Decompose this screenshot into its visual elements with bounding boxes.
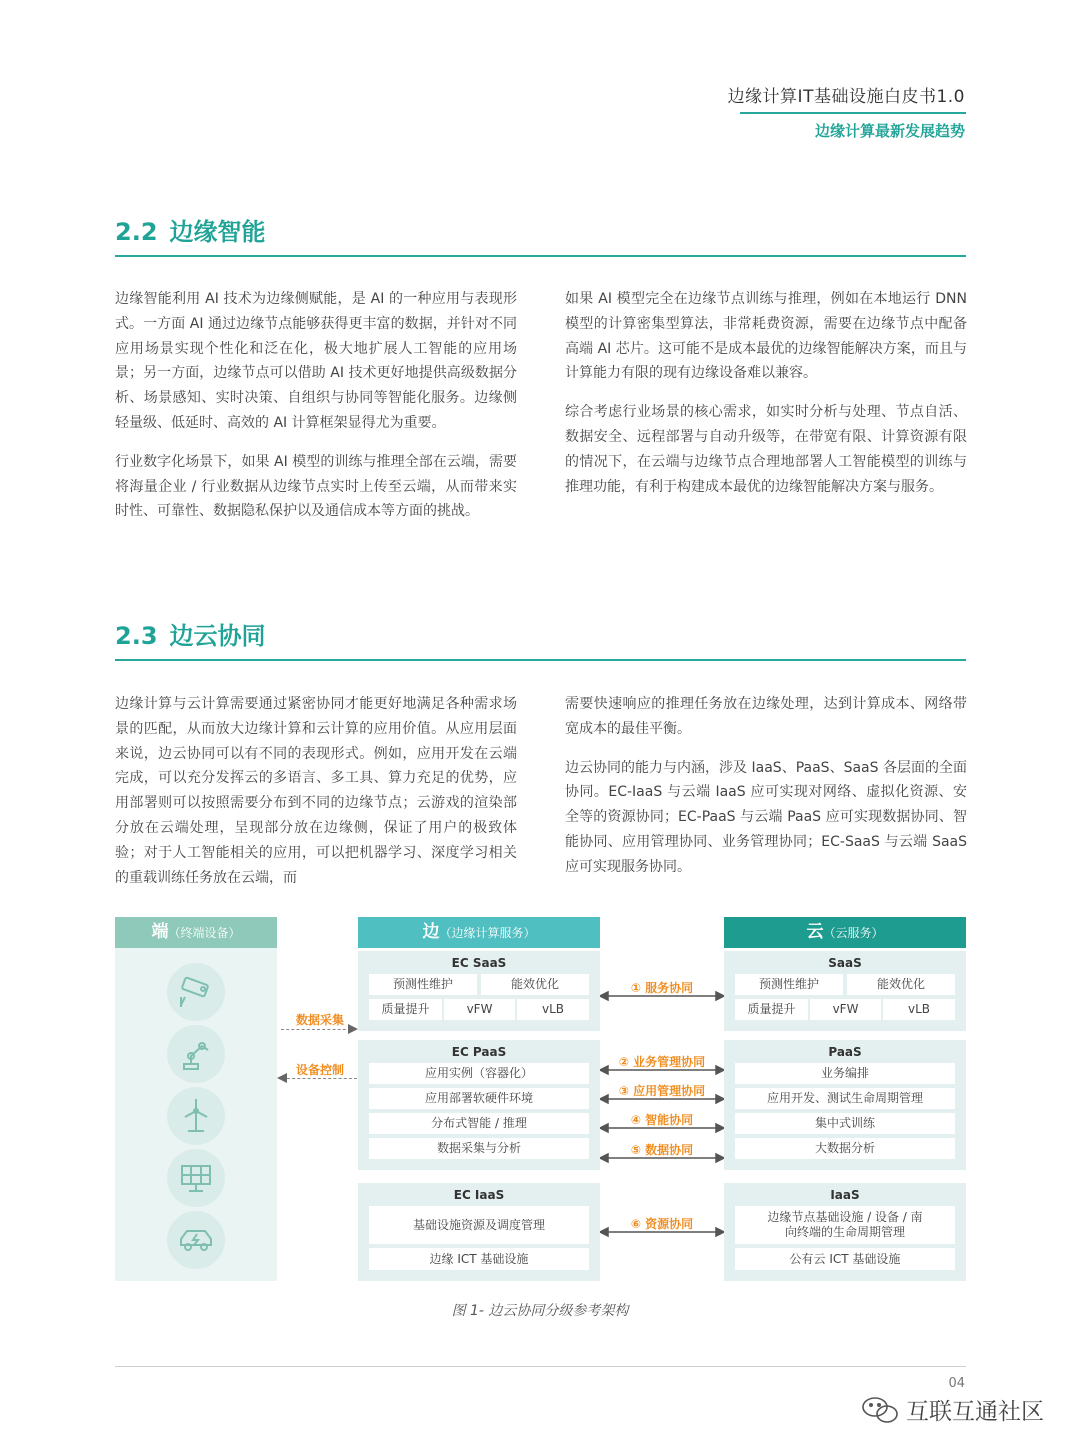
- edge-iaas-cell: 基础设施资源及调度管理: [369, 1206, 589, 1244]
- edge-paas-box: [358, 1040, 600, 1170]
- section-2-3-right-column: [565, 692, 967, 894]
- cloud-iaas-title: IaaS: [830, 1188, 860, 1202]
- sync-label: 服务协同: [645, 981, 694, 995]
- cloud-iaas-box: [724, 1183, 966, 1281]
- resource-sync-label: [600, 1215, 724, 1232]
- sync-number: ②: [618, 1055, 629, 1069]
- edge-saas-cell: 质量提升: [369, 999, 442, 1020]
- cloud-iaas-cell: 边缘节点基础设施 / 设备 / 南向终端的生命周期管理: [735, 1206, 955, 1244]
- sync-label: 应用管理协同: [633, 1084, 706, 1098]
- sync-label: 数据协同: [645, 1143, 694, 1157]
- app-mgmt-sync-label: [600, 1082, 724, 1099]
- wind-turbine-icon: [167, 1087, 225, 1145]
- edge-paas-cell: 数据采集与分析: [369, 1138, 589, 1159]
- edge-saas-box: [358, 951, 600, 1031]
- paragraph: 如果 AI 模型完全在边缘节点训练与推理，例如在本地运行 DNN 模型的计算密集型算法，非常耗费资源，需要在边缘节点中配备高端 AI 芯片。这可能不是成本最优的边缘智能解决方案，而且与计算能力有限的现有边缘设备难以兼容。: [565, 291, 967, 382]
- cloud-paas-cell: 业务编排: [735, 1063, 955, 1084]
- edge-iaas-box: [358, 1183, 600, 1281]
- watermark-text: 互联互通社区: [906, 1399, 1044, 1425]
- section-2-2-right-column: [565, 287, 967, 513]
- sync-number: ④: [630, 1113, 641, 1127]
- cloud-saas-box: [724, 951, 966, 1031]
- edge-paas-cell: 应用部署软硬件环境: [369, 1088, 589, 1109]
- cloud-saas-cell: 质量提升: [735, 999, 808, 1020]
- sync-number: ⑤: [630, 1143, 641, 1157]
- chapter-title: 边缘计算最新发展趋势: [814, 122, 965, 140]
- data-collection-arrow: [281, 1029, 351, 1030]
- cloud-paas-title: PaaS: [828, 1045, 862, 1059]
- section-divider: [115, 659, 966, 661]
- edge-paas-title: EC PaaS: [451, 1045, 507, 1059]
- data-collection-label: 数据采集: [295, 1013, 344, 1027]
- edge-paas-cell: 应用实例（容器化）: [369, 1063, 589, 1084]
- section-heading-2-2: [115, 212, 266, 247]
- cloud-saas-cell: 预测性维护: [735, 974, 843, 995]
- cloud-saas-cell: vFW: [810, 999, 881, 1020]
- section-title: 边云协同: [169, 622, 266, 650]
- paragraph: 综合考虑行业场景的核心需求，如实时分析与处理、节点自活、数据安全、远程部署与自动升级等，在带宽有限、计算资源有限的情况下，在云端与边缘节点合理地部署人工智能模型的训练与推理功能，有利于构建成本最优的边缘智能解决方案与服务。: [565, 404, 967, 495]
- electric-car-icon: [167, 1211, 225, 1269]
- section-title: 边缘智能: [169, 218, 266, 246]
- cloud-panel-header: [724, 917, 966, 948]
- cloud-subtitle: （云服务）: [823, 926, 884, 940]
- cloud-paas-cell: 集中式训练: [735, 1113, 955, 1134]
- section-2-3-left-column: [115, 692, 517, 904]
- cloud-paas-cell: 应用开发、测试生命周期管理: [735, 1088, 955, 1109]
- business-mgmt-sync-label: [600, 1053, 724, 1070]
- edge-panel-header: [358, 917, 600, 948]
- robot-arm-icon: [167, 1025, 225, 1083]
- footer-divider: [115, 1366, 966, 1367]
- arrow-head-icon: [348, 1024, 358, 1034]
- device-title: 端: [151, 922, 169, 942]
- document-title: 边缘计算IT基础设施白皮书1.0: [727, 87, 965, 107]
- cloud-paas-box: [724, 1040, 966, 1170]
- section-heading-2-3: [115, 616, 266, 651]
- edge-paas-cell: 分布式智能 / 推理: [369, 1113, 589, 1134]
- wechat-icon: [860, 1395, 900, 1425]
- header-divider: [740, 112, 966, 114]
- cloud-panel: [724, 917, 966, 948]
- paragraph: 边云协同的能力与内涵，涉及 IaaS、PaaS、SaaS 各层面的全面协同。EC-IaaS 与云端 IaaS 应可实现对网络、虚拟化资源、安全等的资源协同；EC-PaaS 与云端 PaaS 应可实现数据协同、智能协同、应用管理协同、业务管理协同；EC-SaaS 与云端 SaaS 应可实现服务协同。: [565, 759, 967, 875]
- cloud-saas-title: SaaS: [828, 956, 862, 970]
- arrow-head-icon: [277, 1073, 287, 1083]
- solar-panel-icon: [167, 1149, 225, 1207]
- cloud-title: 云: [806, 922, 824, 942]
- service-sync-label: [600, 979, 724, 996]
- sync-number: ③: [618, 1084, 629, 1098]
- section-divider: [115, 255, 966, 257]
- paragraph: 边缘计算与云计算需要通过紧密协同才能更好地满足各种需求场景的匹配，从而放大边缘计算和云计算的应用价值。从应用层面来说，边云协同可以有不同的表现形式。例如，应用开发在云端完成，可以充分发挥云的多语言、多工具、算力充足的优势，应用部署则可以按照需要分布到不同的边缘节点；云游戏的渲染部分放在云端处理，呈现部分放在边缘侧，保证了用户的极致体验；对于人工智能相关的应用，可以把机器学习、深度学习相关的重载训练任务放在云端，而: [115, 696, 517, 886]
- section-number: 2.2: [115, 218, 158, 246]
- section-number: 2.3: [115, 622, 158, 650]
- figure-caption: 图 1- 边云协同分级参考架构: [451, 1303, 629, 1319]
- edge-title: 边: [422, 922, 440, 942]
- cloud-iaas-cell: 公有云 ICT 基础设施: [735, 1248, 955, 1270]
- cloud-saas-cell: 能效优化: [847, 974, 955, 995]
- edge-saas-cell: vFW: [444, 999, 515, 1020]
- sync-label: 资源协同: [645, 1217, 694, 1231]
- cloud-saas-cell: vLB: [883, 999, 955, 1020]
- camera-icon: [167, 963, 225, 1021]
- cloud-paas-cell: 大数据分析: [735, 1138, 955, 1159]
- edge-panel: [358, 917, 600, 948]
- sync-number: ①: [630, 981, 641, 995]
- device-control-arrow: [287, 1078, 357, 1079]
- device-control-label: 设备控制: [295, 1063, 344, 1077]
- sync-label: 智能协同: [645, 1113, 694, 1127]
- section-2-2-left-column: [115, 287, 517, 538]
- edge-saas-cell: 预测性维护: [369, 974, 477, 995]
- page-number: 04: [948, 1376, 965, 1391]
- sync-label: 业务管理协同: [633, 1055, 706, 1069]
- sync-number: ⑥: [630, 1217, 641, 1231]
- data-sync-label: [600, 1141, 724, 1158]
- paragraph: 行业数字化场景下，如果 AI 模型的训练与推理全部在云端，需要将海量企业 / 行业数据从边缘节点实时上传至云端，从而带来实时性、可靠性、数据隐私保护以及通信成本等方面的挑战。: [115, 453, 517, 520]
- edge-saas-cell: 能效优化: [481, 974, 589, 995]
- edge-iaas-title: EC IaaS: [453, 1188, 505, 1202]
- edge-saas-cell: vLB: [517, 999, 589, 1020]
- watermark: [860, 1393, 1044, 1426]
- device-panel-header: [115, 917, 277, 948]
- paragraph: 边缘智能利用 AI 技术为边缘侧赋能，是 AI 的一种应用与表现形式。一方面 AI 通过边缘节点能够获得更丰富的数据，并针对不同应用场景实现个性化和泛在化，极大地扩展人工智能的应用场景；另一方面，边缘节点可以借助 AI 技术更好地提供高级数据分析、场景感知、实时决策、自组织与协同等智能化服务。边缘侧轻量级、低延时、高效的 AI 计算框架显得尤为重要。: [115, 291, 517, 431]
- intelligence-sync-label: [600, 1111, 724, 1128]
- edge-iaas-cell: 边缘 ICT 基础设施: [369, 1248, 589, 1270]
- edge-subtitle: （边缘计算服务）: [439, 926, 536, 940]
- paragraph: 需要快速响应的推理任务放在边缘处理，达到计算成本、网络带宽成本的最佳平衡。: [565, 696, 967, 737]
- device-subtitle: （终端设备）: [168, 926, 241, 940]
- edge-saas-title: EC SaaS: [451, 956, 507, 970]
- device-panel: [115, 917, 277, 1281]
